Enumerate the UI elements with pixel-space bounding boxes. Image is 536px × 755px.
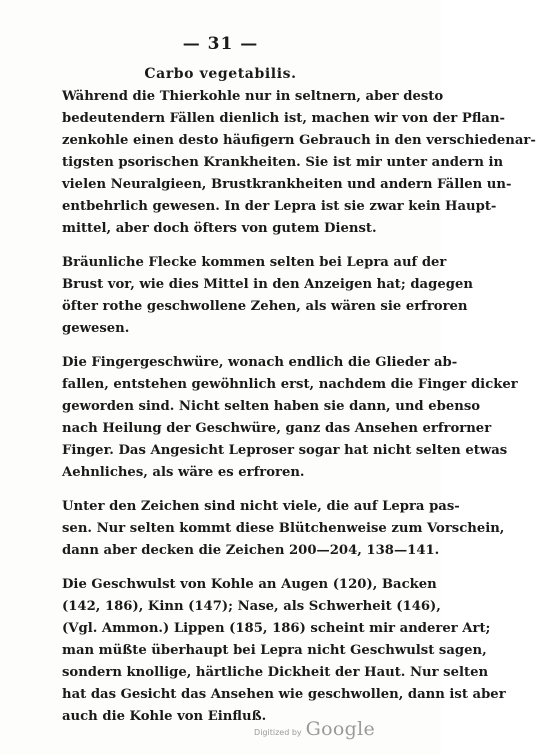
- text-line: sondern knollige, härtliche Dickheit der Haut. Nur selten: [62, 665, 489, 680]
- text-line: Die Fingergeschwüre, wonach endlich die Glieder ab-: [62, 355, 458, 370]
- text-line: sen. Nur selten kommt diese Blütchenweise zum Vorschein,: [62, 521, 505, 536]
- digitized-by-google-watermark: [254, 718, 375, 740]
- text-line: gewesen.: [62, 321, 130, 336]
- watermark-prefix: Digitized by: [254, 728, 302, 737]
- text-line: dann aber decken die Zeichen 200—204, 138—141.: [62, 543, 440, 558]
- text-line: Unter den Zeichen sind nicht viele, die auf Lepra pas-: [62, 499, 460, 514]
- text-line: tigsten psorischen Krankheiten. Sie ist mir unter andern in: [62, 155, 504, 170]
- section-heading: Carbo vegetabilis.: [144, 66, 297, 82]
- google-logo: Google: [305, 718, 375, 740]
- text-line: Brust vor, wie dies Mittel in den Anzeigen hat; dagegen: [62, 277, 473, 292]
- paragraph: [62, 574, 506, 728]
- text-line: entbehrlich gewesen. In der Lepra ist sie zwar kein Haupt-: [62, 199, 497, 214]
- paragraph: [62, 496, 505, 562]
- text-line: Die Geschwulst von Kohle an Augen (120), Backen: [62, 577, 437, 592]
- text-line: Aehnliches, als wäre es erfroren.: [62, 465, 305, 480]
- text-line: bedeutendern Fällen dienlich ist, machen wir von der Pflan-: [62, 111, 506, 126]
- paragraph: [62, 86, 536, 240]
- paragraph: [62, 252, 473, 340]
- text-line: nach Heilung der Geschwüre, ganz das Ansehen erfrorner: [62, 421, 492, 436]
- text-line: man müßte überhaupt bei Lepra nicht Geschwulst sagen,: [62, 643, 487, 658]
- text-line: auch die Kohle von Einfluß.: [62, 709, 267, 724]
- text-line: Während die Thierkohle nur in seltnern, aber desto: [62, 89, 444, 104]
- text-line: Finger. Das Angesicht Leproser sogar hat nicht selten etwas: [62, 443, 508, 458]
- text-line: (142, 186), Kinn (147); Nase, als Schwerheit (146),: [62, 599, 441, 614]
- paragraph: [62, 352, 518, 484]
- text-line: öfter rothe geschwollene Zehen, als wären sie erfroren: [62, 299, 468, 314]
- text-line: geworden sind. Nicht selten haben sie dann, und ebenso: [62, 399, 481, 414]
- page-number: — 31 —: [182, 34, 259, 54]
- text-line: vielen Neuralgieen, Brustkrankheiten und andern Fällen un-: [62, 177, 512, 192]
- text-line: (Vgl. Ammon.) Lippen (185, 186) scheint mir anderer Art;: [62, 621, 491, 636]
- text-line: zenkohle einen desto häufigern Gebrauch in den verschiedenar-: [62, 133, 536, 148]
- text-line: hat das Gesicht das Ansehen wie geschwollen, dann ist aber: [62, 687, 506, 702]
- text-line: fallen, entstehen gewöhnlich erst, nachdem die Finger dicker: [62, 377, 518, 392]
- body-text: [62, 86, 536, 740]
- text-line: mittel, aber doch öfters von gutem Dienst.: [62, 221, 377, 236]
- text-line: Bräunliche Flecke kommen selten bei Lepra auf der: [62, 255, 447, 270]
